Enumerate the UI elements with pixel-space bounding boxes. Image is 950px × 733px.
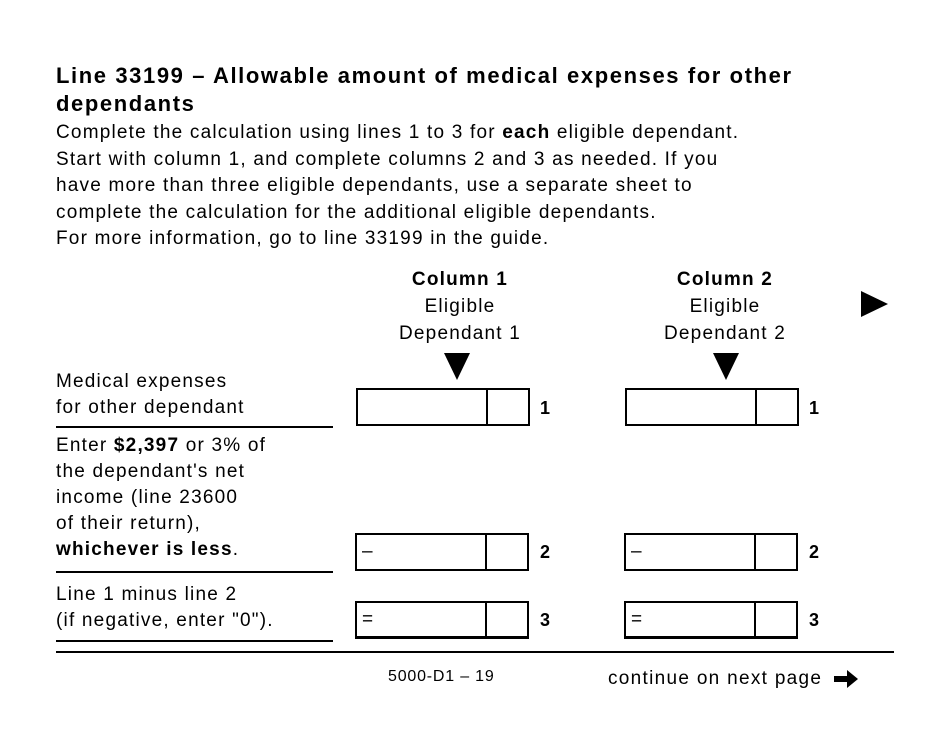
arrow-down-icon [444, 353, 470, 380]
column-2-line-1-input[interactable] [625, 388, 799, 426]
footer-divider [56, 651, 894, 653]
line-2-label: Enter $2,397 or 3% of the dependant's net income (line 23600 of their return), whichever is less. [56, 435, 267, 560]
line-number: 2 [540, 542, 551, 562]
instructions-line: complete the calculation for the additional eligible dependants. [56, 201, 657, 223]
divider [56, 640, 333, 642]
line-number: 3 [809, 610, 820, 630]
line-1-label: Medical expenses for other dependant [56, 371, 245, 418]
minus-operator: – [631, 541, 642, 562]
minus-operator: – [362, 541, 373, 562]
line-number: 3 [540, 610, 551, 630]
column-1-line-2-input[interactable] [355, 533, 529, 571]
column-1-label-line1: Eligible [424, 296, 496, 317]
line-number: 1 [540, 398, 551, 418]
arrow-right-icon [861, 291, 888, 317]
divider [56, 571, 333, 573]
column-2-header [615, 266, 835, 347]
column-2-line-3-input[interactable] [624, 601, 798, 639]
instructions-line: have more than three eligible dependants, use a separate sheet to [56, 175, 693, 196]
continue-note: continue on next page [608, 668, 859, 690]
instructions-line: Start with column 1, and complete columns 2 and 3 as needed. If you [56, 148, 719, 170]
divider [56, 426, 333, 428]
line-3-label: Line 1 minus line 2 (if negative, enter "0"). [56, 584, 274, 631]
arrow-down-icon [713, 353, 739, 380]
column-1-line-1-input[interactable] [356, 388, 530, 426]
column-2-label-line2: Dependant 2 [663, 323, 786, 344]
instructions-line: For more information, go to line 33199 in the guide. [56, 228, 550, 249]
column-1-header [350, 266, 570, 347]
section-title: Line 33199 – Allowable amount of medical expenses for other dependants [56, 63, 793, 116]
line-number: 2 [809, 542, 820, 562]
instructions-line: Complete the calculation using lines 1 to 3 for each eligible dependant. [56, 122, 740, 143]
equals-operator: = [362, 609, 374, 630]
equals-operator: = [631, 609, 643, 630]
column-2-number: Column 2 [676, 269, 774, 290]
column-1-number: Column 1 [411, 269, 509, 290]
line-number: 1 [809, 398, 820, 418]
column-1-label-line2: Dependant 1 [398, 323, 521, 344]
instructions [56, 120, 916, 253]
page-number: 5000-D1 – 19 [388, 668, 495, 685]
column-1-line-3-input[interactable] [355, 601, 529, 639]
arrow-right-icon [833, 669, 859, 689]
column-2-line-2-input[interactable] [624, 533, 798, 571]
column-2-label-line1: Eligible [689, 296, 761, 317]
